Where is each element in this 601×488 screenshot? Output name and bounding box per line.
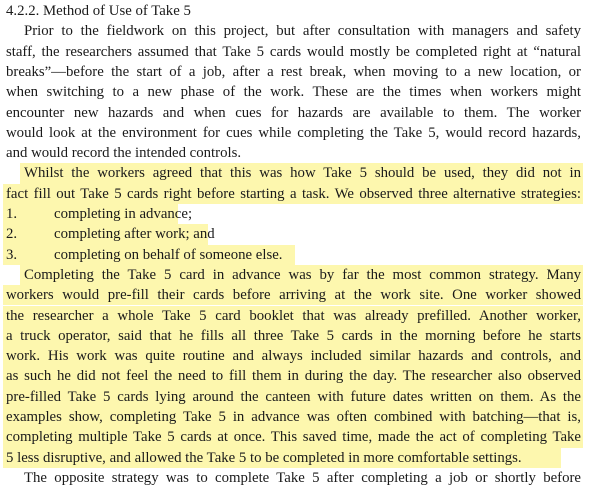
- paragraph-line: staff, the researchers assumed that Take 5 cards would mostly be completed right at “natural: [6, 43, 581, 60]
- section-title: Method of Use of Take 5: [43, 3, 191, 19]
- paragraph-line: as such he did not feel the need to fill them in during the day. The researcher also observed: [6, 368, 581, 385]
- paragraph-line: Prior to the fieldwork on this project, but after consultation with managers and safety: [24, 23, 581, 40]
- paragraph-line: the researcher a whole Take 5 card booklet that was already prefilled. Another worker,: [6, 307, 581, 324]
- list-text: completing after work; and: [54, 226, 215, 243]
- list-item: [6, 245, 282, 265]
- list-number: 1.: [6, 206, 18, 222]
- list-item: [6, 204, 192, 224]
- paragraph-line: 5 less disruptive, and allowed the Take 5 to be completed in more comfortable settings.: [6, 449, 522, 466]
- paragraph-line: completing multiple Take 5 cards at once. This saved time, made the act of completing Take: [6, 429, 581, 446]
- list-item: [6, 224, 215, 244]
- list-number: 3.: [6, 246, 18, 263]
- paragraph-line: examples show, completing Take 5 in advance was often combined with batching—that is,: [6, 409, 581, 425]
- list-text: completing on behalf of someone else.: [54, 246, 283, 263]
- paragraph-line: The opposite strategy was to complete Take 5 after completing a job or shortly before: [24, 469, 581, 486]
- paragraph-line: breaks”—before the start of a job, after a rest break, when moving to a new location, or: [6, 63, 581, 80]
- paragraph-line: would look at the environment for cues while completing the Take 5, would record hazards,: [6, 124, 581, 141]
- paragraph-line: pre-filled Take 5 cards lying around the canteen with future dates written on them. As the: [6, 388, 581, 405]
- paragraph-line: fact fill out Take 5 cards right before starting a task. We observed three alternative strategies:: [6, 185, 581, 202]
- paragraph-line: a truck operator, said that he fills all three Take 5 cards in the morning before he starts: [6, 327, 581, 344]
- paragraph-line: when switching to a new phase of the work. These are the times when workers might: [6, 84, 581, 101]
- paragraph-line: Completing the Take 5 card in advance was by far the most common strategy. Many: [24, 266, 581, 283]
- paragraph-line: workers would pre-fill their cards before arriving at the work site. One worker showed: [6, 287, 581, 304]
- section-number: 4.2.2.: [6, 3, 40, 19]
- paragraph-line: Whilst the workers agreed that this was how Take 5 should be used, they did not in: [24, 165, 581, 182]
- paragraph-line: encounter new hazards and when cues for hazards are available to them. The worker: [6, 104, 581, 121]
- list-text: completing in advance;: [54, 206, 193, 222]
- paragraph-line: and would record the intended controls.: [6, 145, 242, 162]
- list-number: 2.: [6, 226, 18, 243]
- paragraph-line: work. His work was quite routine and always included similar hazards and controls, and: [6, 348, 581, 365]
- section-heading: [6, 1, 191, 21]
